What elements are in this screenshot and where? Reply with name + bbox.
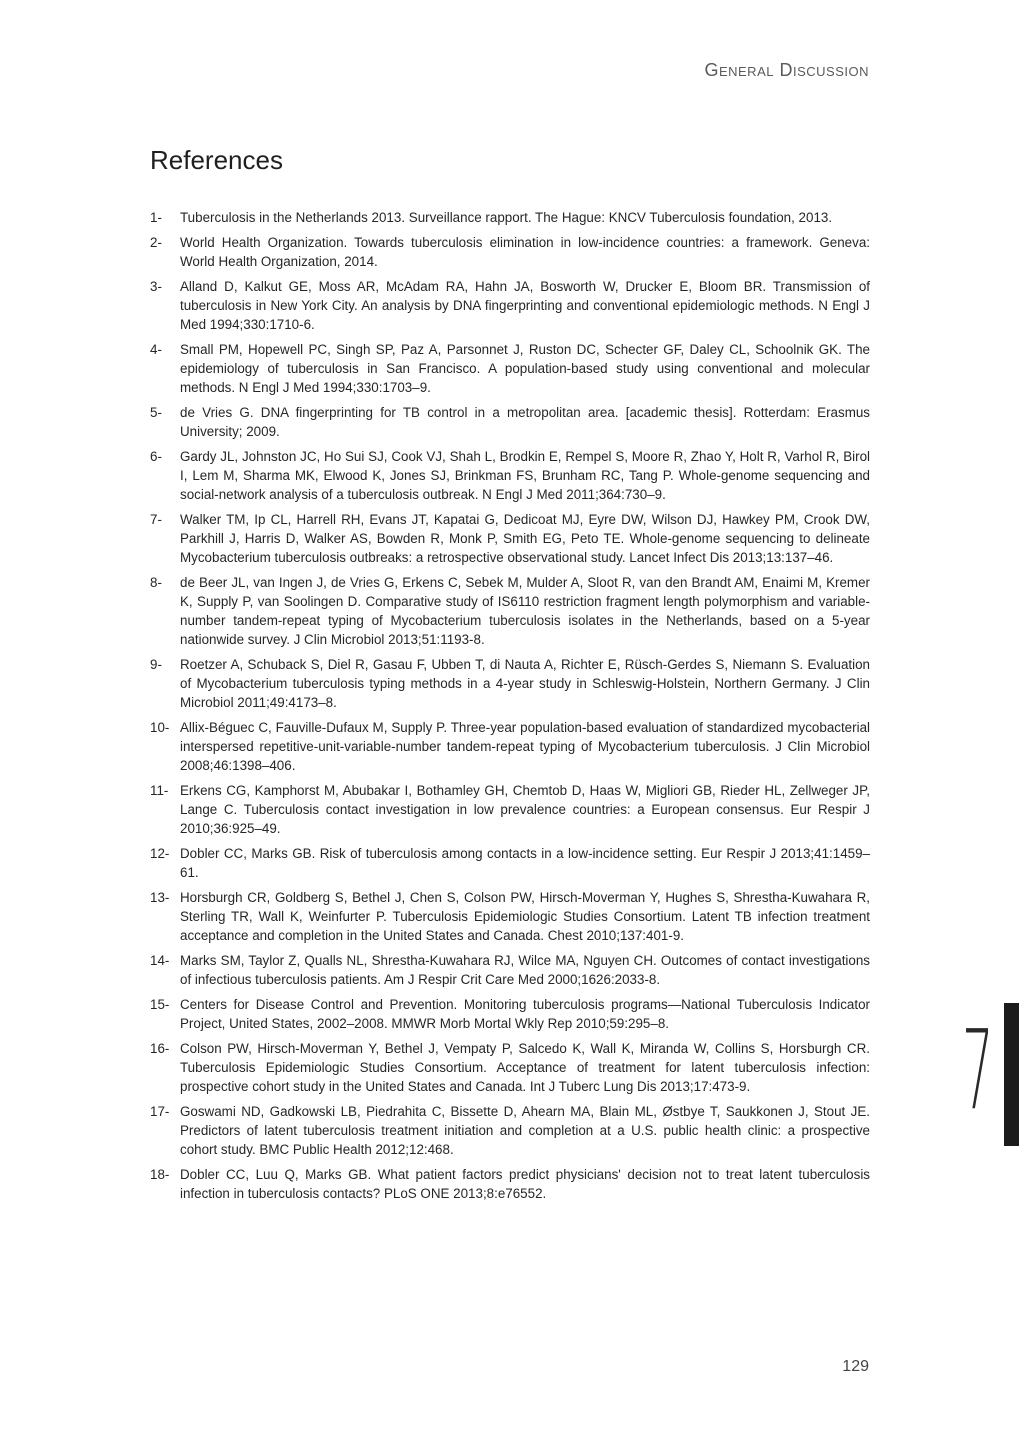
reference-text: Centers for Disease Control and Prevention. Monitoring tuberculosis programs—National Tuberculosis Indicator Project, United States, 2002–2008. MMWR Morb Mortal Wkly Rep 2010;59:295–8.: [180, 997, 870, 1031]
reference-text: Walker TM, Ip CL, Harrell RH, Evans JT, Kapatai G, Dedicoat MJ, Eyre DW, Wilson DJ, Hawkey PM, Crook DW, Parkhill J, Harris D, Walker AS, Bowden R, Monk P, Smith EG, Peto TE. Whole-genome sequencing to delineate Mycobacterium tuberculosis outbreaks: a retrospective observational study. Lancet Infect Dis 2013;13:137–46.: [180, 512, 870, 565]
reference-item: [150, 277, 870, 334]
reference-item: [150, 403, 870, 441]
reference-text: Dobler CC, Luu Q, Marks GB. What patient factors predict physicians' decision not to treat latent tuberculosis infection in tuberculosis contacts? PLoS ONE 2013;8:e76552.: [180, 1167, 870, 1201]
reference-text: Roetzer A, Schuback S, Diel R, Gasau F, Ubben T, di Nauta A, Richter E, Rüsch-Gerdes S, Niemann S. Evaluation of Mycobacterium tuberculosis typing methods in a 4-year study in Schleswig-Holstein, Northern Germany. J Clin Microbiol 2011;49:4173–8.: [180, 657, 870, 710]
running-header: General Discussion: [704, 60, 869, 80]
reference-number: 17-: [150, 1104, 170, 1119]
reference-item: [150, 233, 870, 271]
reference-number: 2-: [150, 235, 162, 250]
chapter-number: 7: [962, 1006, 994, 1134]
reference-number: 18-: [150, 1167, 170, 1182]
reference-number: 15-: [150, 997, 170, 1012]
reference-text: Allix-Béguec C, Fauville-Dufaux M, Supply P. Three-year population-based evaluation of standardized mycobacterial interspersed repetitive-unit-variable-number tandem-repeat typing of Mycobacterium tuberculosis. J Clin Microbiol 2008;46:1398–406.: [180, 720, 870, 773]
reference-text: Alland D, Kalkut GE, Moss AR, McAdam RA, Hahn JA, Bosworth W, Drucker E, Bloom BR. Transmission of tuberculosis in New York City. An analysis by DNA fingerprinting and conventional epidemiologic methods. N Engl J Med 1994;330:1710-6.: [180, 279, 870, 332]
reference-item: [150, 340, 870, 397]
reference-text: Erkens CG, Kamphorst M, Abubakar I, Bothamley GH, Chemtob D, Haas W, Migliori GB, Rieder HL, Zellweger JP, Lange C. Tuberculosis contact investigation in low prevalence countries: a European consensus. Eur Respir J 2010;36:925–49.: [180, 783, 870, 836]
reference-text: Horsburgh CR, Goldberg S, Bethel J, Chen S, Colson PW, Hirsch-Moverman Y, Hughes S, Shrestha-Kuwahara R, Sterling TR, Wall K, Weinfurter P. Tuberculosis Epidemiologic Studies Consortium. Latent TB infection treatment acceptance and completion in the United States and Canada. Chest 2010;137:401-9.: [180, 890, 870, 943]
reference-item: [150, 995, 870, 1033]
reference-number: 11-: [150, 783, 169, 798]
reference-number: 5-: [150, 405, 162, 420]
reference-text: Gardy JL, Johnston JC, Ho Sui SJ, Cook VJ, Shah L, Brodkin E, Rempel S, Moore R, Zhao Y, Holt R, Varhol R, Birol I, Lem M, Sharma MK, Elwood K, Jones SJ, Brinkman FS, Brunham RC, Tang P. Whole-genome sequencing and social-network analysis of a tuberculosis outbreak. N Engl J Med 2011;364:730–9.: [180, 449, 870, 502]
reference-number: 9-: [150, 657, 162, 672]
reference-number: 6-: [150, 449, 162, 464]
reference-number: 10-: [150, 720, 170, 735]
reference-item: [150, 1102, 870, 1159]
reference-item: [150, 573, 870, 649]
reference-item: [150, 1039, 870, 1096]
reference-item: [150, 781, 870, 838]
reference-item: [150, 951, 870, 989]
reference-item: [150, 844, 870, 882]
reference-number: 1-: [150, 210, 162, 225]
reference-text: Goswami ND, Gadkowski LB, Piedrahita C, Bissette D, Ahearn MA, Blain ML, Østbye T, Saukkonen J, Stout JE. Predictors of latent tuberculosis treatment initiation and completion at a U.S. public health clinic: a prospective cohort study. BMC Public Health 2012;12:468.: [180, 1104, 870, 1157]
reference-item: [150, 447, 870, 504]
reference-text: Small PM, Hopewell PC, Singh SP, Paz A, Parsonnet J, Ruston DC, Schecter GF, Daley CL, Schoolnik GK. The epidemiology of tuberculosis in San Francisco. A population-based study using conventional and molecular methods. N Engl J Med 1994;330:1703–9.: [180, 342, 870, 395]
reference-number: 14-: [150, 953, 170, 968]
reference-number: 7-: [150, 512, 162, 527]
reference-item: [150, 655, 870, 712]
chapter-tab: [1004, 1003, 1019, 1146]
reference-item: [150, 208, 870, 227]
page-number: 129: [842, 1358, 869, 1375]
reference-item: [150, 510, 870, 567]
reference-item: [150, 1165, 870, 1203]
reference-text: Colson PW, Hirsch-Moverman Y, Bethel J, Vempaty P, Salcedo K, Wall K, Miranda W, Collins S, Horsburgh CR. Tuberculosis Epidemiologic Studies Consortium. Acceptance of treatment for latent tuberculosis infection: prospective cohort study in the United States and Canada. Int J Tuberc Lung Dis 2013;17:473-9.: [180, 1041, 870, 1094]
reference-list: [150, 208, 870, 1209]
reference-text: Dobler CC, Marks GB. Risk of tuberculosis among contacts in a low-incidence setting. Eur Respir J 2013;41:1459–61.: [180, 846, 870, 880]
reference-text: Marks SM, Taylor Z, Qualls NL, Shrestha-Kuwahara RJ, Wilce MA, Nguyen CH. Outcomes of contact investigations of infectious tuberculosis patients. Am J Respir Crit Care Med 2000;1626:2033-8.: [180, 953, 870, 987]
reference-number: 3-: [150, 279, 162, 294]
reference-number: 4-: [150, 342, 162, 357]
reference-item: [150, 888, 870, 945]
reference-number: 16-: [150, 1041, 170, 1056]
reference-number: 12-: [150, 846, 170, 861]
reference-text: de Beer JL, van Ingen J, de Vries G, Erkens C, Sebek M, Mulder A, Sloot R, van den Brandt AM, Enaimi M, Kremer K, Supply P, van Soolingen D. Comparative study of IS6110 restriction fragment length polymorphism and variable-number tandem-repeat typing of Mycobacterium tuberculosis isolates in the Netherlands, based on a 5-year nationwide survey. J Clin Microbiol 2013;51:1193-8.: [180, 575, 870, 647]
reference-item: [150, 718, 870, 775]
reference-number: 8-: [150, 575, 162, 590]
reference-text: de Vries G. DNA fingerprinting for TB control in a metropolitan area. [academic thesis]. Rotterdam: Erasmus University; 2009.: [180, 405, 870, 439]
reference-number: 13-: [150, 890, 170, 905]
reference-text: World Health Organization. Towards tuberculosis elimination in low-incidence countries: a framework. Geneva: World Health Organization, 2014.: [180, 235, 870, 269]
section-title: References: [150, 145, 283, 175]
reference-text: Tuberculosis in the Netherlands 2013. Surveillance rapport. The Hague: KNCV Tuberculosis foundation, 2013.: [180, 210, 833, 225]
